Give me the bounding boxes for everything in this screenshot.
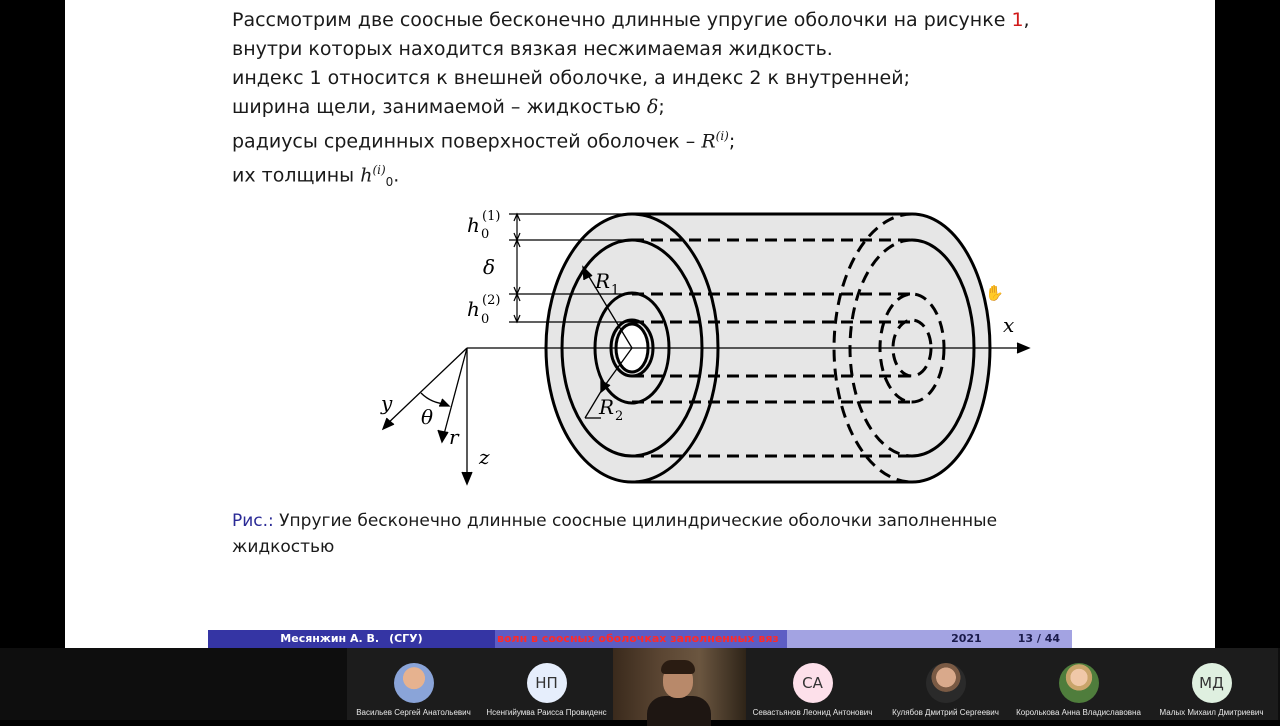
participant-name: Королькова Анна Владиславовна <box>1016 708 1141 717</box>
caption-text: Упругие бесконечно длинные соосные цилиндрические оболочки заполненные жидкостью <box>232 511 998 557</box>
footer-year: 2021 <box>951 632 982 645</box>
thickness-symbol: h <box>360 164 373 187</box>
R1-subscript: 1 <box>611 283 620 298</box>
hand-cursor-icon: ✋ <box>985 284 1004 302</box>
participants-bar <box>0 648 1280 720</box>
caption-label: Рис.: <box>232 511 274 531</box>
gap-text: ширина щели, занимаемой – жидкостью <box>232 96 647 118</box>
delta-symbol: δ <box>646 96 659 118</box>
participant-tile[interactable] <box>1012 648 1145 720</box>
h1-superscript: (1) <box>482 209 501 224</box>
text-line-1: Рассмотрим две соосные бесконечно длинные упругие оболочки на рисунке 1, <box>232 9 1030 31</box>
participant-tile[interactable] <box>1145 648 1278 720</box>
y-axis-label: y <box>381 391 393 415</box>
footer-author: Месянжин А. В. <box>280 632 380 645</box>
footer-org: (СГУ) <box>389 632 423 645</box>
theta-label: θ <box>421 405 434 429</box>
participant-tile[interactable] <box>879 648 1012 720</box>
x-axis-label: x <box>1003 313 1015 337</box>
avatar: НП <box>527 663 567 703</box>
participant-name: Кулябов Дмитрий Сергеевич <box>892 708 999 717</box>
avatar: СА <box>793 663 833 703</box>
participant-tile[interactable] <box>480 648 613 720</box>
presentation-slide <box>65 0 1215 648</box>
z-axis-label: z <box>479 445 490 469</box>
participant-name: Малых Михаил Дмитриевич <box>1159 708 1264 717</box>
h2-subscript: 0 <box>481 312 490 327</box>
participant-tile[interactable] <box>347 648 480 720</box>
participant-name: Нсенгийумва Раисса Провиденс <box>486 708 607 717</box>
participant-name: Васильев Сергей Анатольевич <box>356 708 471 717</box>
slide-text <box>232 6 1092 197</box>
R2-label: R <box>599 395 615 419</box>
footer-page-number: 13 / 44 <box>1017 632 1060 645</box>
text-line-4: ширина щели, занимаемой – жидкостью δ; <box>232 96 665 118</box>
h2-label: h <box>467 297 480 321</box>
avatar <box>926 663 966 703</box>
video-person-hair <box>661 660 695 674</box>
footer-title: волн в соосных оболочках заполненных вяз <box>497 632 779 645</box>
radius-text: радиусы срединных поверхностей оболочек – <box>232 130 702 153</box>
text-line-5: радиусы срединных поверхностей оболочек – $R^{(i)}$; <box>232 129 736 153</box>
thickness-subscript: 0 <box>385 175 394 190</box>
participant-tile[interactable] <box>746 648 879 720</box>
video-person-body <box>647 696 711 726</box>
footer-info-section <box>787 630 1072 648</box>
h1-subscript: 0 <box>481 227 490 242</box>
footer-title-section <box>495 630 787 648</box>
R2-subscript: 2 <box>615 409 624 424</box>
text-line-2: внутри которых находится вязкая несжимаемая жидкость. <box>232 38 833 60</box>
r-axis-label: r <box>449 425 459 449</box>
h2-superscript: (2) <box>482 293 501 308</box>
thickness-superscript: (i) <box>372 163 386 178</box>
avatar <box>394 663 434 703</box>
coaxial-shells-diagram <box>295 198 1035 488</box>
participant-name: Севастьянов Леонид Антонович <box>752 708 873 717</box>
radius-symbol: R <box>701 130 716 153</box>
thickness-text: их толщины <box>232 164 361 187</box>
R1-label: R <box>595 269 611 293</box>
intro-text: Рассмотрим две соосные бесконечно длинные упругие оболочки на рисунке <box>232 9 1012 31</box>
footer-author-section <box>208 630 495 648</box>
avatar <box>1059 663 1099 703</box>
h1-label: h <box>467 213 480 237</box>
slide-footer <box>208 630 1072 648</box>
avatar: МД <box>1192 663 1232 703</box>
text-line-6: их толщины $h^{(i)}_0$. <box>232 163 400 190</box>
delta-label: δ <box>483 255 496 279</box>
radius-superscript: (i) <box>715 129 729 143</box>
figure-caption <box>232 508 1062 560</box>
figure-reference-link[interactable]: 1 <box>1011 9 1024 31</box>
participant-video[interactable] <box>613 648 746 720</box>
text-line-3: индекс 1 относится к внешней оболочке, а индекс 2 к внутренней; <box>232 67 910 89</box>
